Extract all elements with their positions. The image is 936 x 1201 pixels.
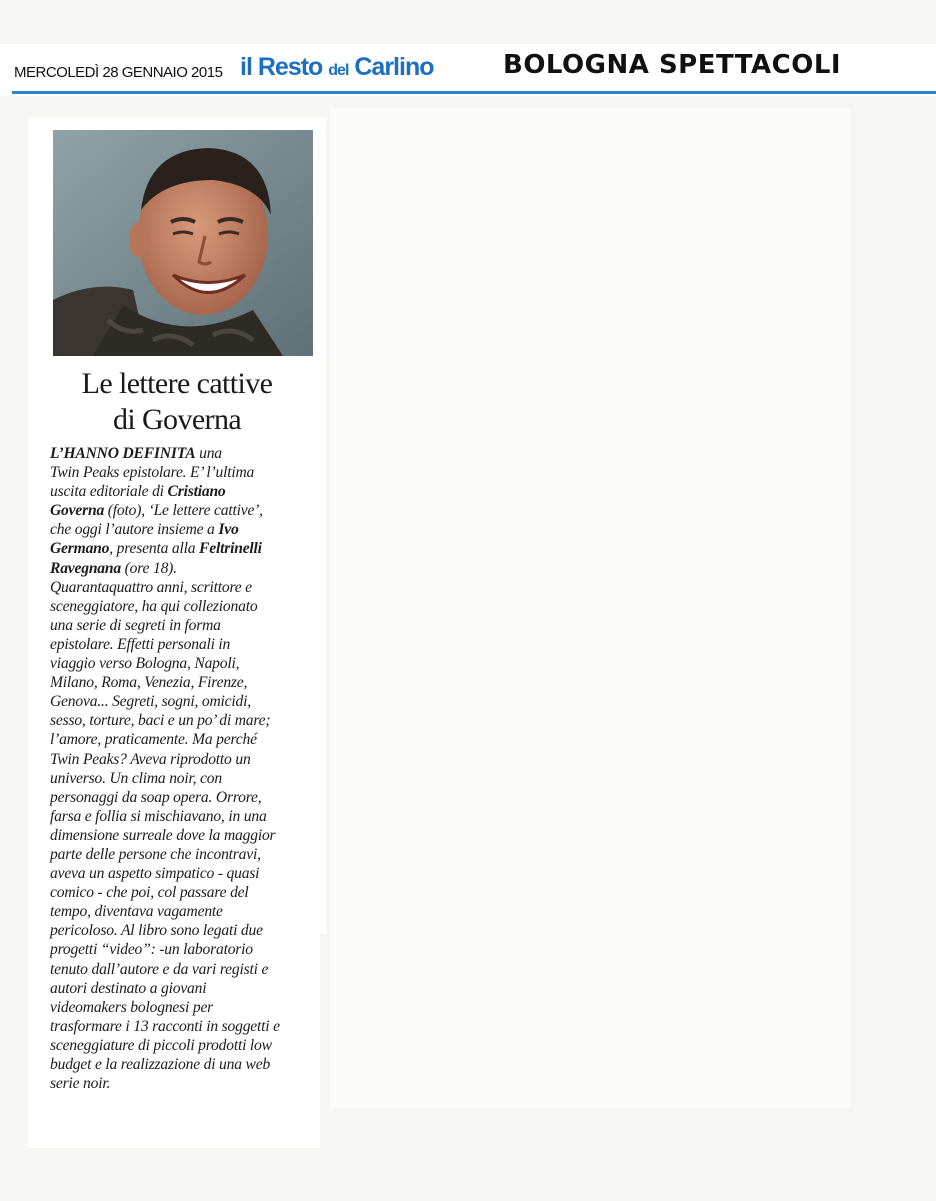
body-text: parte delle persone che incontravi, bbox=[50, 845, 261, 863]
body-line bbox=[50, 979, 330, 998]
body-text: uscita editoriale di bbox=[50, 483, 168, 501]
section-title: BOLOGNA SPETTACOLI bbox=[503, 50, 842, 80]
body-line bbox=[50, 883, 330, 902]
newspaper-logo bbox=[240, 53, 433, 82]
body-text: Genova... Segreti, sogni, omicidi, bbox=[50, 693, 251, 711]
body-text: (foto), ‘Le lettere cattive’, bbox=[104, 502, 263, 520]
body-text: serie noir. bbox=[50, 1075, 111, 1093]
body-text: trasformare i 13 racconti in soggetti e bbox=[50, 1017, 280, 1035]
body-line bbox=[50, 1017, 330, 1036]
body-text: Twin Peaks epistolare. E’ l’ultima bbox=[50, 464, 255, 482]
body-line bbox=[50, 826, 330, 845]
body-text: tempo, diventava vagamente bbox=[50, 903, 223, 921]
body-line bbox=[50, 902, 330, 921]
body-line bbox=[50, 692, 330, 711]
body-text: sceneggiatore, ha qui collezionato bbox=[50, 597, 258, 615]
body-line bbox=[50, 444, 330, 463]
body-text: aveva un aspetto simpatico - quasi bbox=[50, 865, 260, 883]
headline-line-2: di Governa bbox=[112, 403, 242, 436]
body-text: universo. Un clima noir, con bbox=[50, 769, 222, 787]
body-line bbox=[50, 482, 330, 501]
body-text: epistolare. Effetti personali in bbox=[50, 635, 231, 653]
body-line bbox=[50, 788, 330, 807]
body-text: farsa e follia si mischiavano, in una bbox=[50, 807, 267, 825]
body-line bbox=[50, 1074, 330, 1093]
body-text: sesso, torture, baci e un po’ di mare; bbox=[50, 712, 271, 730]
logo-carlino: Carlino bbox=[354, 53, 434, 81]
body-line bbox=[50, 921, 330, 940]
logo-del: del bbox=[328, 62, 349, 79]
body-text: pericoloso. Al libro sono legati due bbox=[50, 922, 263, 940]
body-bold-text: L’HANNO DEFINITA bbox=[50, 445, 196, 462]
body-text: Twin Peaks? Aveva riprodotto un bbox=[50, 750, 251, 768]
body-line bbox=[50, 864, 330, 883]
body-line bbox=[50, 845, 330, 864]
body-line bbox=[50, 539, 330, 558]
body-line bbox=[50, 578, 330, 597]
body-text: una bbox=[195, 445, 222, 462]
article-headline bbox=[28, 366, 326, 438]
body-text: budget e la realizzazione di una web bbox=[50, 1056, 271, 1073]
body-text: sceneggiature di piccoli prodotti low bbox=[50, 1036, 272, 1054]
body-line bbox=[50, 501, 330, 520]
newspaper-header bbox=[0, 44, 936, 96]
body-bold-text: Ivo bbox=[218, 521, 239, 539]
body-bold-text: Feltrinelli bbox=[199, 540, 262, 558]
body-line bbox=[50, 1036, 330, 1055]
body-line bbox=[50, 960, 330, 979]
logo-il: il bbox=[240, 53, 252, 81]
blank-page-area bbox=[330, 108, 850, 1108]
body-line bbox=[50, 769, 330, 788]
body-text: una serie di segreti in forma bbox=[50, 616, 221, 634]
body-line bbox=[50, 463, 330, 482]
body-text: comico - che poi, col passare del bbox=[50, 884, 249, 902]
article-body bbox=[50, 444, 330, 1093]
article bbox=[28, 118, 326, 1148]
body-line bbox=[50, 807, 330, 826]
body-text: tenuto dall’autore e da vari registi e bbox=[50, 960, 269, 978]
body-line bbox=[50, 654, 330, 673]
body-text: videomakers bolognesi per bbox=[50, 998, 214, 1016]
body-text: personaggi da soap opera. Orrore, bbox=[50, 788, 262, 806]
body-line bbox=[50, 711, 330, 730]
body-bold-text: Governa bbox=[50, 502, 105, 520]
body-text: viaggio verso Bologna, Napoli, bbox=[50, 655, 240, 673]
body-line bbox=[50, 673, 330, 692]
body-text: Quarantaquattro anni, scrittore e bbox=[50, 578, 252, 596]
body-line bbox=[50, 597, 330, 616]
body-text: , presenta alla bbox=[109, 540, 200, 558]
body-line bbox=[50, 616, 330, 635]
body-bold-text: Germano bbox=[50, 540, 110, 558]
headline-line-1: Le lettere cattive bbox=[81, 367, 273, 400]
body-bold-text: Ravegnana bbox=[50, 559, 121, 577]
body-text: (ore 18). bbox=[120, 559, 177, 577]
body-line bbox=[50, 750, 330, 769]
body-line bbox=[50, 730, 330, 749]
body-text: dimensione surreale dove la maggior bbox=[50, 826, 276, 844]
body-text: l’amore, praticamente. Ma perché bbox=[50, 731, 257, 749]
body-line bbox=[50, 940, 330, 959]
logo-resto: Resto bbox=[257, 53, 323, 81]
body-bold-text: Cristiano bbox=[167, 483, 226, 501]
portrait-image bbox=[53, 130, 313, 356]
body-text: che oggi l’autore insieme a bbox=[50, 521, 219, 539]
body-line bbox=[50, 1055, 330, 1074]
body-line bbox=[50, 520, 330, 539]
body-text: autori destinato a giovani bbox=[50, 979, 207, 997]
body-text: Milano, Roma, Venezia, Firenze, bbox=[50, 674, 248, 692]
author-photo bbox=[53, 130, 313, 356]
header-rule bbox=[12, 91, 936, 94]
issue-date: MERCOLEDÌ 28 GENNAIO 2015 bbox=[14, 64, 223, 81]
body-line bbox=[50, 635, 330, 654]
body-text: progetti “video”: -un laboratorio bbox=[50, 941, 253, 959]
body-line bbox=[50, 559, 330, 578]
body-line bbox=[50, 998, 330, 1017]
